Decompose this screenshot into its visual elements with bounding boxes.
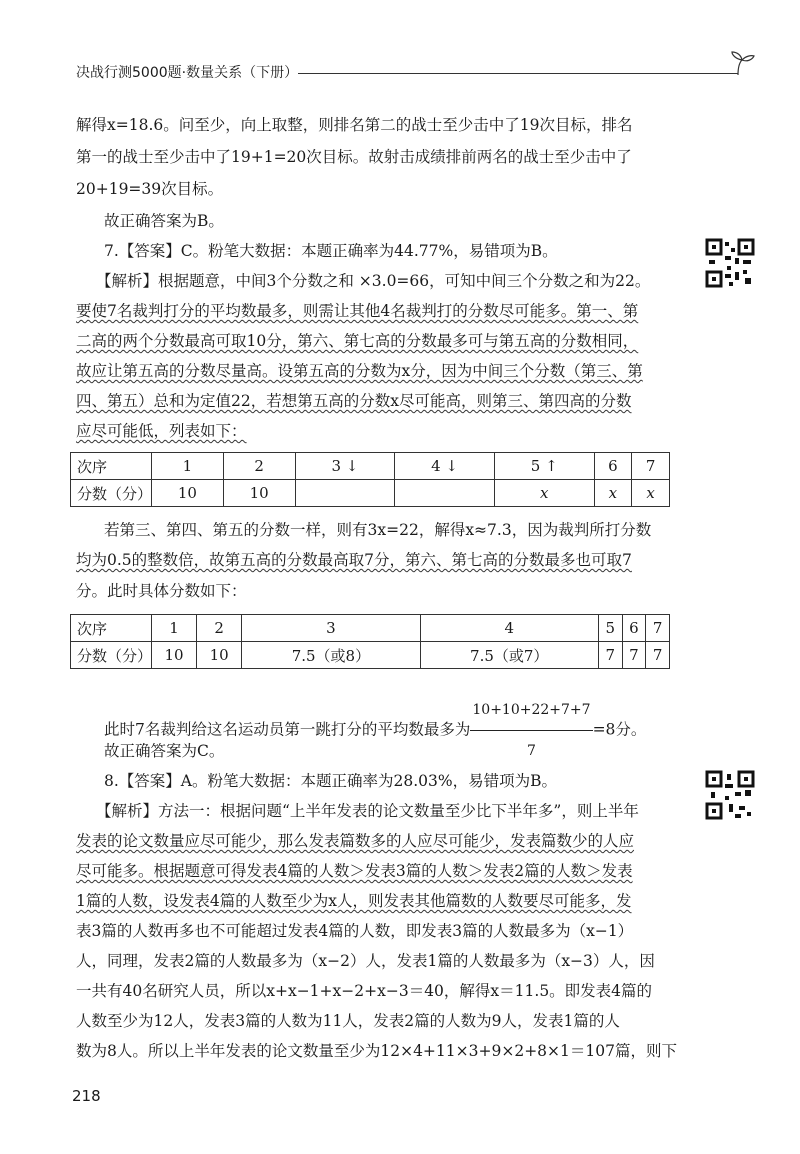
q8-analysis-line: 人数至少为12人，发表3篇的人数为11人，发表2篇的人数为9人，发表1篇的人 [76,1012,620,1030]
table-cell: 3 [242,615,420,642]
table-cell [295,480,395,507]
table-cell: 6 [622,615,646,642]
table-cell: x [632,480,670,507]
text-line: 20+19=39次目标。 [76,180,224,198]
table-cell: 2 [223,453,295,480]
q7-analysis-line: 要使7名裁判打分的平均数最多，则需让其他4名裁判打的分数尽可能多。第一、第 [76,302,639,320]
table-cell: 分数（分） [71,480,152,507]
table-cell: 7 [632,453,670,480]
q8-analysis-line: 发表的论文数量应尽可能少，那么发表篇数多的人应尽可能少，发表篇数少的人应 [76,832,635,850]
running-header: 决战行测5000题·数量关系（下册） [76,65,299,81]
q8-analysis-line: 数为8人。所以上半年发表的论文数量至少为12×4+11×3+9×2+8×1＝107篇，则下 [76,1042,677,1060]
fraction-denominator: 7 [527,743,536,759]
table-cell: 7 [646,642,670,669]
text-line: 第一的战士至少击中了19+1=20次目标。故射击成绩排前两名的战士至少击中了 [76,148,632,166]
q8-analysis-line: 人，同理，发表2篇的人数最多为（x−2）人，发表1篇的人数最多为（x−3）人，因 [76,952,655,970]
q7-answer-line: 7.【答案】C。粉笔大数据：本题正确率为44.77%，易错项为B。 [104,242,558,260]
table-row [71,453,670,480]
q8-analysis-line: 一共有40名研究人员，所以x+x−1+x−2+x−3＝40，解得x＝11.5。即发表4篇的 [76,982,653,1000]
answer-statement: 故正确答案为C。 [104,742,225,760]
table-cell: 2 [197,615,242,642]
table-cell: 5 ↑ [494,453,594,480]
table-cell: 次序 [71,453,152,480]
table-cell: 4 ↓ [395,453,495,480]
formula-prefix: 此时7名裁判给这名运动员第一跳打分的平均数最多为 [104,720,471,739]
page-number: 218 [72,1087,101,1105]
table-row [71,480,670,507]
q8-answer-line: 8.【答案】A。粉笔大数据：本题正确率为28.03%，易错项为B。 [104,772,557,790]
q8-analysis-line: 1篇的人数，设发表4篇的人数至少为x人，则发表其他篇数的人数要尽可能多，发 [76,892,632,910]
table-cell: 1 [152,453,224,480]
table-cell: 10 [197,642,242,669]
table-cell: 7 [646,615,670,642]
table-cell: 10 [152,480,224,507]
answer-statement: 故正确答案为B。 [104,212,224,230]
q7-analysis-line: 应尽可能低，列表如下： [76,422,247,440]
table-cell [395,480,495,507]
table-cell: x [594,480,632,507]
q7-analysis-line: 均为0.5的整数倍，故第五高的分数最高取7分，第六、第七高的分数最多也可取7 [76,551,632,569]
sprout-icon [728,50,756,76]
q7-analysis-line: 【解析】根据题意，中间3个分数之和 ×3.0=66，可知中间三个分数之和为22。 [96,272,651,290]
table-cell: 7.5（或8） [242,642,420,669]
table-cell: 10 [223,480,295,507]
table-cell: 5 [598,615,622,642]
q7-analysis-line: 二高的两个分数最高可取10分，第六、第七高的分数最多可与第五高的分数相同， [76,332,639,350]
table-cell: 1 [152,615,197,642]
table-row [71,642,670,669]
q7-analysis-line: 若第三、第四、第五的分数一样，则有3x=22，解得x≈7.3，因为裁判所打分数 [104,521,652,539]
table-cell: 3 ↓ [295,453,395,480]
table-cell: 次序 [71,615,152,642]
q7-analysis-line: 分。此时具体分数如下： [76,582,247,600]
header-rule [298,73,738,74]
score-table-2 [70,614,670,669]
table-cell: 7.5（或7） [420,642,598,669]
fraction-numerator: 10+10+22+7+7 [470,690,592,731]
table-cell: 7 [622,642,646,669]
text-line: 解得x=18.6。问至少，向上取整，则排名第二的战士至少击中了19次目标，排名 [76,116,633,134]
q8-analysis-line: 尽可能多。根据题意可得发表4篇的人数＞发表3篇的人数＞发表2篇的人数＞发表 [76,862,633,880]
table-cell: 6 [594,453,632,480]
q7-analysis-line: 四、第五）总和为定值22，若想第五高的分数x尽可能高，则第三、第四高的分数 [76,392,632,410]
table-cell: 分数（分） [71,642,152,669]
q8-analysis-line: 表3篇的人数再多也不可能超过发表4篇的人数，即发表3篇的人数最多为（x−1） [76,922,634,940]
q8-analysis-line: 【解析】方法一：根据问题“上半年发表的论文数量至少比下半年多”，则上半年 [96,802,639,820]
score-table-1 [70,452,670,507]
q7-analysis-line: 故应让第五高的分数尽量高。设第五高的分数为x分，因为中间三个分数（第三、第 [76,362,643,380]
table-row [71,615,670,642]
table-cell: 7 [598,642,622,669]
table-cell: 4 [420,615,598,642]
table-cell: 10 [152,642,197,669]
formula-suffix: =8分。 [592,720,647,739]
table-cell: x [494,480,594,507]
